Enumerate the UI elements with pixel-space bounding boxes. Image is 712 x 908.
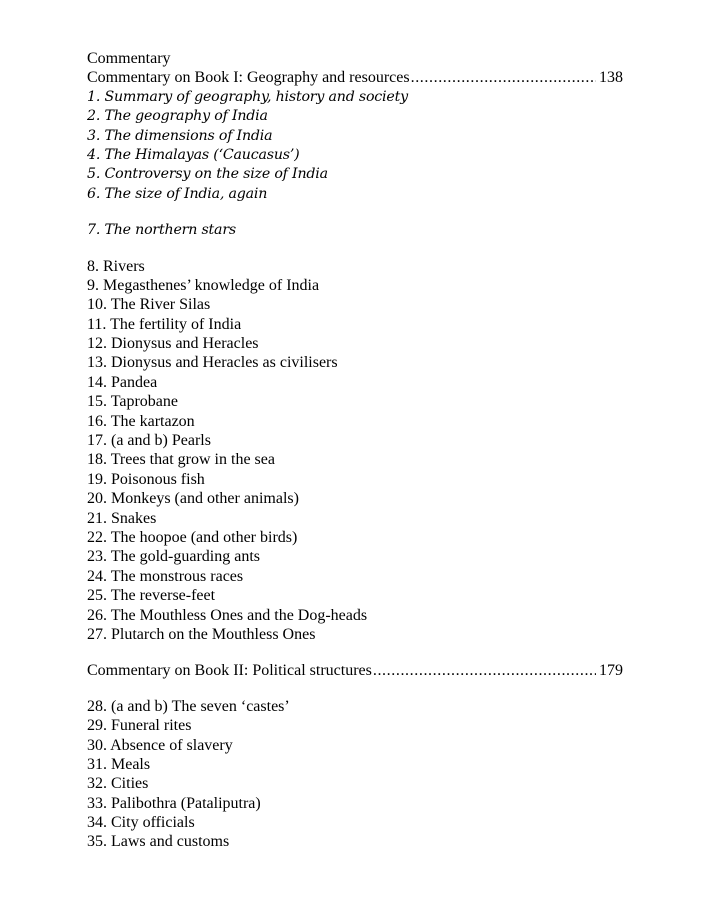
toc-entry-book-1[interactable]: [87, 68, 623, 87]
list-item: 17. (a and b) Pearls: [87, 432, 211, 450]
list-item: 29. Funeral rites: [87, 717, 192, 735]
spacer: [87, 680, 623, 697]
list-item: 24. The monstrous races: [87, 567, 244, 585]
list-item: 9. Megasthenes’ knowledge of India: [87, 276, 320, 294]
list-item: 2. The geography of India: [87, 108, 268, 125]
list-item: 35. Laws and customs: [87, 833, 230, 851]
list-item: 13. Dionysus and Heracles as civilisers: [87, 354, 338, 372]
list-item: 14. Pandea: [87, 373, 158, 391]
list-item: 6. The size of India, again: [87, 185, 268, 202]
list-item: 18. Trees that grow in the sea: [87, 451, 275, 469]
list-item: 10. The River Silas: [87, 296, 211, 314]
list-item: 21. Snakes: [87, 509, 157, 527]
list-item: 3. The dimensions of India: [87, 127, 273, 144]
list-item: 32. Cities: [87, 775, 149, 793]
list-item: 16. The kartazon: [87, 412, 195, 430]
toc-entry-title: Commentary on Book II: Political structures: [87, 661, 372, 679]
list-item: 22. The hoopoe (and other birds): [87, 528, 298, 546]
list-item: 27. Plutarch on the Mouthless Ones: [87, 625, 316, 643]
list-item: 33. Palibothra (Pataliputra): [87, 794, 261, 812]
spacer: [87, 644, 623, 661]
toc-entry-book-2[interactable]: [87, 661, 623, 680]
list-item: 15. Taprobane: [87, 393, 178, 411]
list-item: 20. Monkeys (and other animals): [87, 490, 299, 508]
leader-dots: [373, 661, 596, 680]
list-item: 4. The Himalayas (‘Caucasus’): [87, 146, 300, 163]
toc-entry-title: Commentary on Book I: Geography and resources: [87, 69, 410, 87]
list-item: 23. The gold-guarding ants: [87, 548, 261, 566]
list-item: 34. City officials: [87, 814, 195, 832]
table-of-contents: [87, 49, 623, 852]
list-item: 11. The fertility of India: [87, 315, 242, 333]
leader-dots: [411, 68, 596, 87]
section-heading: Commentary: [87, 50, 171, 67]
spacer: [87, 240, 623, 257]
page-number: 179: [599, 661, 623, 679]
list-item: 7. The northern stars: [87, 221, 236, 238]
list-item: 5. Controversy on the size of India: [87, 166, 328, 183]
list-item: 26. The Mouthless Ones and the Dog-heads: [87, 606, 368, 624]
page-number: 138: [599, 69, 623, 87]
list-item: 1. Summary of geography, history and society: [87, 88, 408, 105]
list-item: 19. Poisonous fish: [87, 470, 205, 488]
list-item: 8. Rivers: [87, 257, 145, 275]
list-item: 30. Absence of slavery: [87, 736, 233, 754]
list-item: 31. Meals: [87, 755, 151, 773]
list-item: 12. Dionysus and Heracles: [87, 335, 259, 353]
list-item: 25. The reverse-feet: [87, 587, 216, 605]
list-item: 28. (a and b) The seven ‘castes’: [87, 697, 290, 715]
spacer: [87, 204, 623, 221]
